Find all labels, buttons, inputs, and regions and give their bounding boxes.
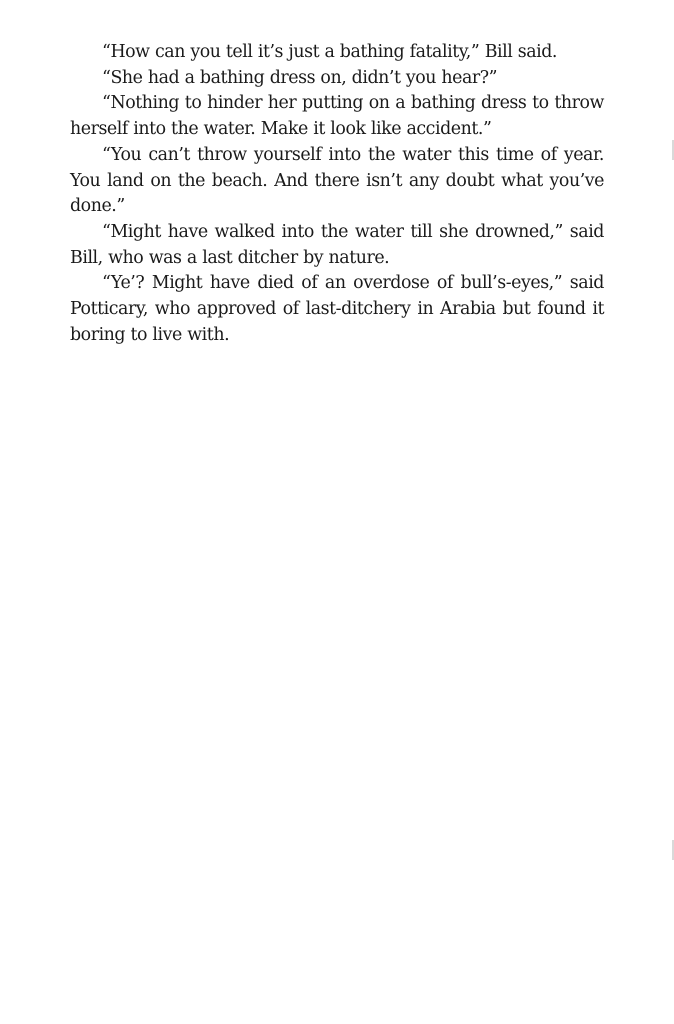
body-text: [70, 40, 604, 348]
paragraph: “Might have walked into the water till she drowned,” said Bill, who was a last ditcher by nature.: [70, 221, 604, 268]
paragraph: “You can’t throw yourself into the water this time of year. You land on the beach. And there isn’t any doubt what you’ve done.”: [70, 144, 604, 217]
paragraph: “How can you tell it’s just a bathing fatality,” Bill said.: [102, 42, 557, 62]
paragraph: “She had a bathing dress on, didn’t you hear?”: [102, 67, 498, 88]
paragraph: “Ye’? Might have died of an overdose of bull’s-eyes,” said Potticary, who approved of last-ditchery in Arabia but found it boring to live with.: [70, 273, 604, 345]
paragraph: “Nothing to hinder her putting on a bathing dress to throw herself into the water. Make it look like accident.”: [70, 93, 604, 140]
